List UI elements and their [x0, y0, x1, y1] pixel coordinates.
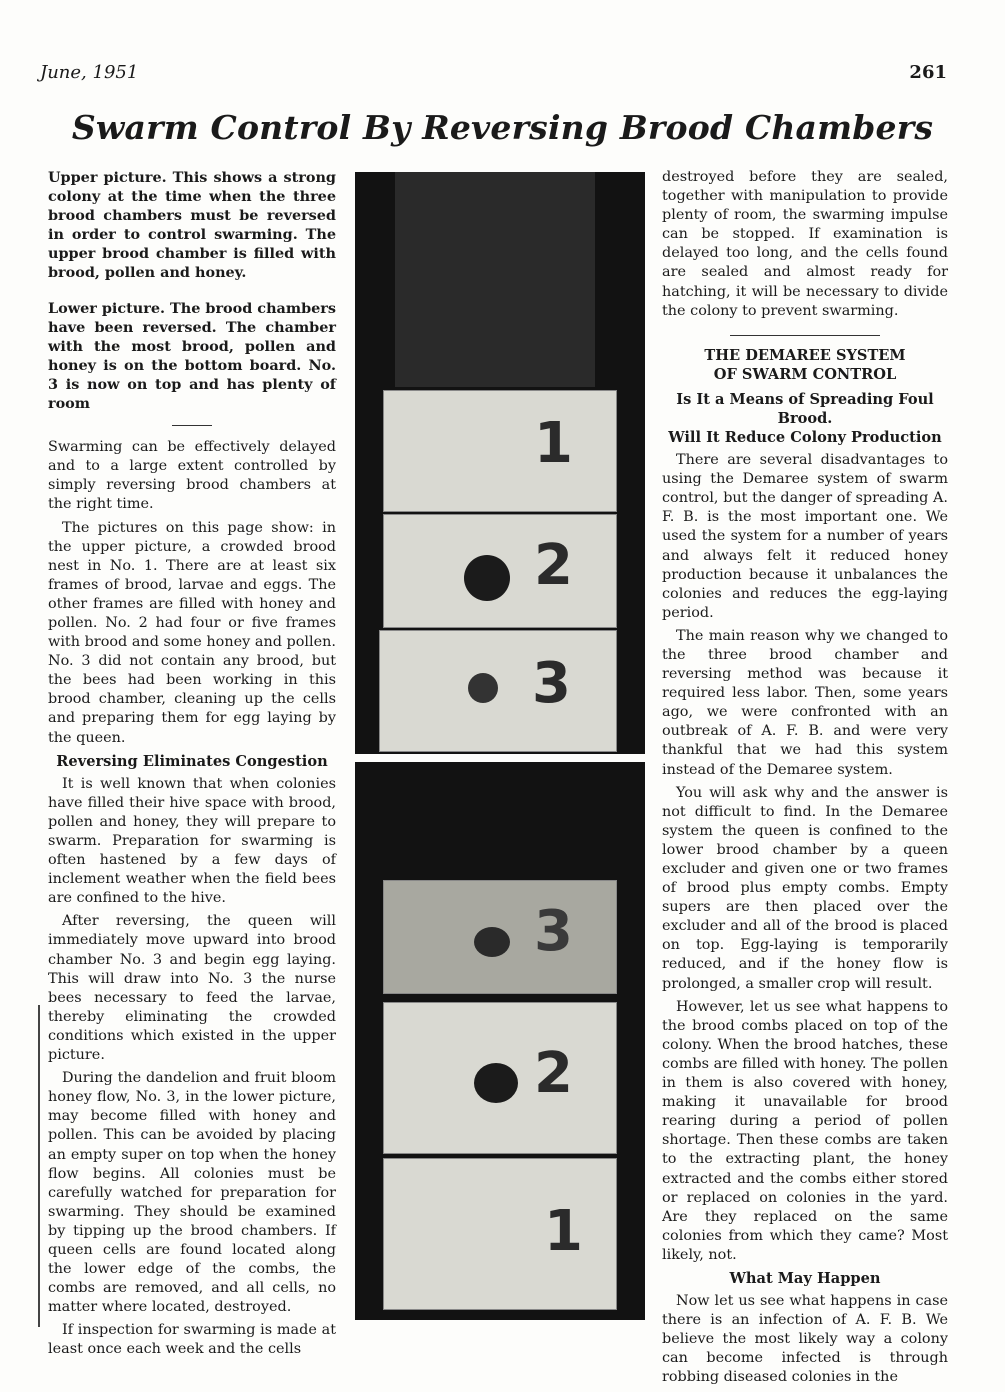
section-title-line-1: THE DEMAREE SYSTEM [704, 346, 906, 364]
paragraph: After reversing, the queen will immediately move upward into brood chamber No. 3 and begin egg laying. This will draw into No. 3 the nurse bees necessary to feed the larvae, thereby eliminating the crowded conditions which existed in the upper picture. [48, 913, 336, 1064]
box-number: 3 [532, 651, 571, 716]
box-number: 2 [534, 1041, 573, 1106]
box-number: 1 [544, 1199, 583, 1264]
box-number: 1 [534, 411, 573, 476]
entrance-shadow [474, 927, 510, 957]
hive-box-bottom [383, 1158, 617, 1310]
paragraph: If inspection for swarming is made at least once each week and the cells [48, 1322, 336, 1358]
hive-background [395, 172, 595, 387]
paragraph: There are several disadvantages to using the Demaree system of swarm control, but the danger of spreading A. F. B. is the most important one. We used the system for a number of years and always felt it reduced honey production because it unbalances the colonies and reduces the egg-laying period. [662, 452, 948, 621]
box-number: 2 [534, 533, 573, 598]
section-heading-reversing: Reversing Eliminates Congestion [56, 752, 328, 770]
hive-box-top [383, 880, 617, 994]
section-divider [730, 335, 880, 336]
paragraph: Now let us see what happens in case there is an infection of A. F. B. We believe the most likely way a colony can become infected is through robbing diseased colonies in the [662, 1293, 948, 1386]
subtitle-line-2: Will It Reduce Colony Production [668, 428, 942, 446]
caption-divider [172, 425, 212, 426]
upper-picture-caption: Upper picture. This shows a strong colony at the time when the three brood chambers must be reversed in order to control swarming. The upper brood chamber is filled with brood, pollen and honey. [48, 169, 336, 282]
hive-box-top [383, 390, 617, 512]
page-date: June, 1951 [40, 62, 139, 83]
hive-box-middle [383, 514, 617, 628]
paragraph: During the dandelion and fruit bloom honey flow, No. 3, in the lower picture, may become filled with honey and pollen. This can be avoided by placing an empty super on top when the honey flow begins. All colonies must be carefully watched for preparation for swarming. They should be examined by tipping up the brood chambers. If queen cells are found located along the lower edge of the combs, the combs are removed, and all cells, no matter where located, destroyed. [48, 1070, 336, 1316]
section-heading-what-may-happen: What May Happen [729, 1269, 881, 1287]
paragraph: destroyed before they are sealed, together with manipulation to provide plenty of room, the swarming impulse can be stopped. If examination is delayed too long, and the cells found are sealed and almost ready for hatching, it will be necessary to divide the colony to prevent swarming. [662, 169, 948, 319]
page-number: 261 [909, 62, 947, 83]
lower-hive-photo [355, 762, 645, 1320]
paragraph: Swarming can be effectively delayed and to a large extent controlled by simply reversing brood chambers at the right time. [48, 439, 336, 513]
paragraph: However, let us see what happens to the brood combs placed on top of the colony. When the brood hatches, these combs are filled with honey. The pollen in them is also covered with honey, making it unavailable for brood rearing during a period of pollen shortage. Then these combs are taken to the extracting plant, the honey extracted and the combs either stored or replaced on colonies in the yard. Are they replaced on the same colonies from which they came? Most likely, not. [662, 998, 948, 1263]
right-column [662, 168, 948, 1392]
paragraph: The main reason why we changed to the three brood chamber and reversing method was because it required less labor. Then, some years ago, we were confronted with an outbreak of A. F. B. and were very thankful that we had this system instead of the Demaree system. [662, 627, 948, 778]
lower-picture-caption: Lower picture. The brood chambers have been reversed. The chamber with the most brood, pollen and honey is on the bottom board. No. 3 is now on top and has plenty of room [48, 299, 336, 413]
bee-cluster [474, 1063, 518, 1103]
entrance-shadow [468, 673, 498, 703]
section-title-line-2: OF SWARM CONTROL [713, 365, 897, 383]
hive-box-bottom [379, 630, 617, 752]
hive-box-middle [383, 1002, 617, 1154]
bee-cluster [464, 555, 510, 601]
subtitle-line-1: Is It a Means of Spreading Foul Brood. [676, 390, 934, 427]
scan-margin-line [38, 1005, 40, 1327]
box-number: 3 [534, 899, 573, 964]
paragraph: The pictures on this page show: in the upper picture, a crowded brood nest in No. 1. There are at least six frames of brood, larvae and eggs. The other frames are filled with honey and pollen. No. 2 had four or five frames with brood and some honey and pollen. No. 3 did not contain any brood, but the bees had been working in this brood chamber, cleaning up the cells and preparing them for egg laying by the queen. [48, 519, 336, 746]
paragraph: It is well known that when colonies have filled their hive space with brood, pollen and honey, they will prepare to swarm. Preparation for swarming is often hastened by a few days of inclement weather when the field bees are confined to the hive. [48, 775, 336, 907]
article-title: Swarm Control By Reversing Brood Chambers [71, 108, 934, 147]
paragraph: You will ask why and the answer is not difficult to find. In the Demaree system the queen is confined to the lower brood chamber by a queen excluder and given one or two frames of brood plus empty combs. Empty supers are then placed over the excluder and all of the brood is placed on top. Egg-laying is temporarily reduced, and if the honey flow is prolonged, a smaller crop will result. [662, 784, 948, 992]
upper-hive-photo [355, 172, 645, 754]
left-column [48, 168, 336, 1364]
